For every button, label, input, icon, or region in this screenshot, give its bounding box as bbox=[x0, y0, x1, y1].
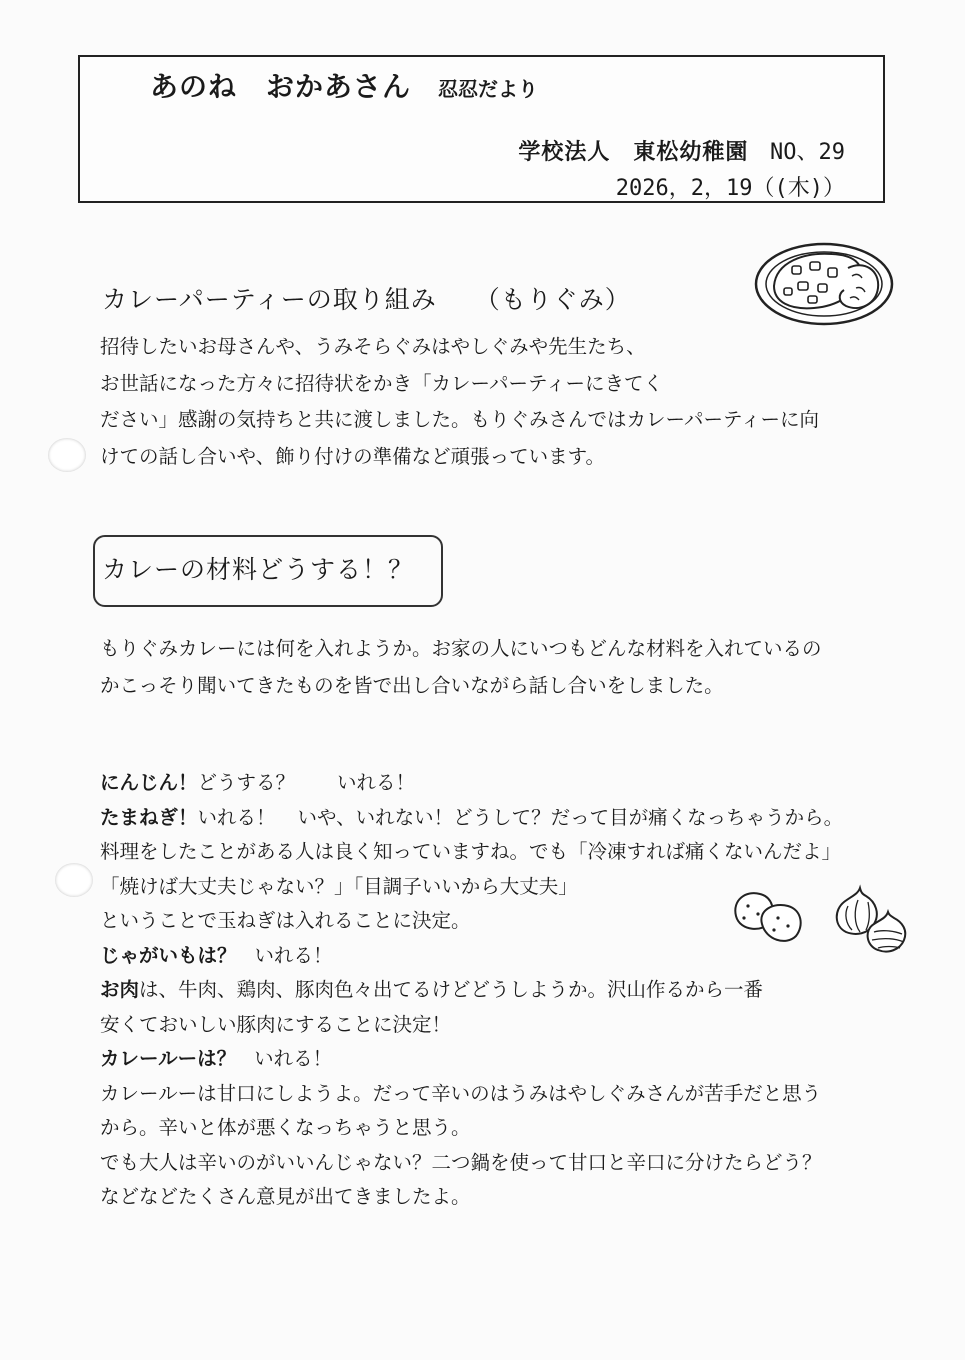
punch-hole bbox=[48, 438, 86, 472]
section-heading-curry-party bbox=[102, 280, 631, 316]
topic-label: カレールーは？ bbox=[100, 1047, 237, 1070]
discussion-line: カレールーは？ いれる！ bbox=[100, 1047, 333, 1070]
topic-label: にんじん！ bbox=[100, 771, 198, 794]
discussion-line: 安くておいしい豚肉にすることに決定！ bbox=[100, 1012, 452, 1036]
paragraph-line: けての話し合いや、飾り付けの準備など頑張っています。 bbox=[100, 444, 606, 468]
paragraph-line: もりぐみカレーには何を入れようか。お家の人にいつもどんな材料を入れているの bbox=[100, 637, 822, 660]
topic-label: たまねぎ！ bbox=[100, 805, 198, 829]
discussion-line: 「焼けば大丈夫じゃない？」「目調子いいから大丈夫」 bbox=[100, 874, 578, 898]
section-heading-text: カレーパーティーの取り組み bbox=[102, 285, 437, 314]
punch-hole bbox=[55, 863, 93, 897]
boxed-heading bbox=[93, 535, 443, 607]
newsletter-title: あのね おかあさん bbox=[150, 70, 412, 103]
school-line bbox=[518, 135, 845, 166]
boxed-heading-text: カレーの材料どうする！？ bbox=[102, 555, 415, 584]
section1-paragraph bbox=[100, 329, 819, 475]
paragraph-line: お世話になった方々に招待状をかき「カレーパーティーにきてく bbox=[100, 371, 663, 395]
discussion-line: でも大人は辛いのがいいんじゃない？二つ鍋を使って甘口と辛口に分けたらどう？ bbox=[100, 1150, 822, 1174]
section2-paragraph bbox=[100, 631, 822, 704]
potato-icon bbox=[728, 886, 808, 946]
paragraph-line: 招待したいお母さんや、うみそらぐみはやしぐみや先生たち、 bbox=[100, 335, 646, 358]
discussion-line: お肉は、牛肉、鶏肉、豚肉色々出てるけどどうしようか。沢山作るから一番 bbox=[100, 978, 764, 1001]
discussion-line: にんじん！どうする？ いれる！ bbox=[100, 771, 416, 794]
onion-icon bbox=[832, 884, 914, 956]
discussion-line: 料理をしたことがある人は良く知っていますね。でも「冷凍すれば痛くないんだよ」 bbox=[100, 840, 842, 863]
section-heading-group: （もりぐみ） bbox=[474, 285, 631, 314]
newsletter-subtitle: 忍忍だより bbox=[438, 77, 538, 101]
paragraph-line: ださい」感謝の気持ちと共に渡しました。もりぐみさんではカレーパーティーに向 bbox=[100, 408, 819, 431]
topic-label: お肉 bbox=[100, 978, 140, 1001]
curry-plate-icon bbox=[752, 240, 897, 330]
discussion-line: カレールーは甘口にしようよ。だって辛いのはうみはやしぐみさんが苦手だと思う bbox=[100, 1081, 822, 1105]
discussion-line: じゃがいもは？ いれる！ bbox=[100, 943, 333, 967]
discussion-line: ということで玉ねぎは入れることに決定。 bbox=[100, 909, 471, 932]
issue-date: 2026，2，19（(木)） bbox=[615, 176, 845, 201]
paragraph-line: かこっそり聞いてきたものを皆で出し合いながら話し合いをしました。 bbox=[100, 673, 724, 697]
discussion-line: から。辛いと体が悪くなっちゃうと思う。 bbox=[100, 1116, 471, 1139]
discussion-block bbox=[100, 766, 843, 1215]
issue-number: NO、29 bbox=[770, 140, 845, 165]
header-box bbox=[78, 55, 885, 203]
school-name: 学校法人 東松幼稚園 bbox=[518, 140, 749, 165]
discussion-line: たまねぎ！いれる！ いや、いれない！どうして？だって目が痛くなっちゃうから。 bbox=[100, 805, 844, 829]
discussion-line: などなどたくさん意見が出てきましたよ。 bbox=[100, 1185, 471, 1208]
topic-label: じゃがいもは？ bbox=[100, 943, 237, 967]
